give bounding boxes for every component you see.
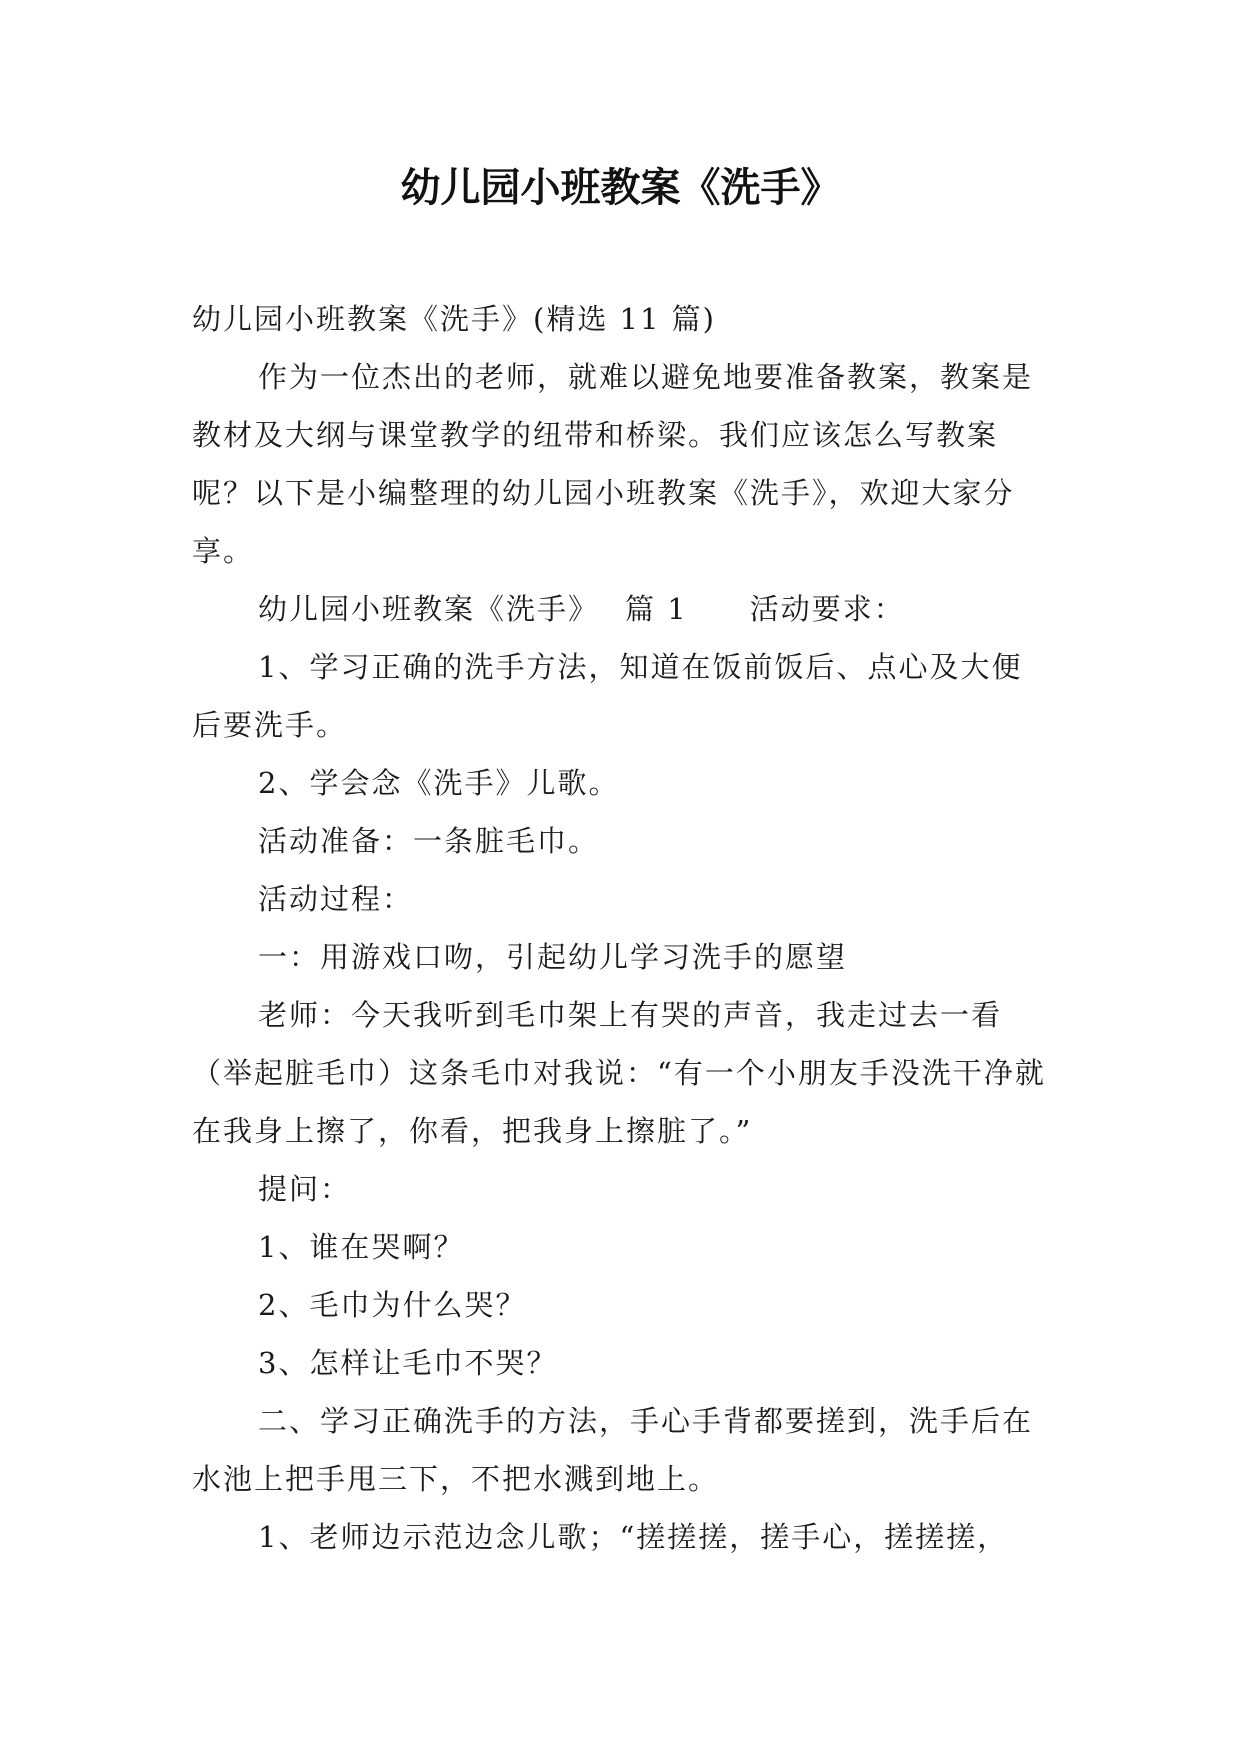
section-heading: 幼儿园小班教案《洗手》 xyxy=(258,592,600,626)
paragraph: 二、学习正确洗手的方法，手心手背都要搓到，洗手后在水池上把手甩三下，不把水溅到地上。 xyxy=(192,1404,1034,1496)
requirements-label: 活动要求： xyxy=(749,592,905,626)
document-body xyxy=(192,290,1052,1566)
paragraph: 2、毛巾为什么哭？ xyxy=(258,1288,527,1322)
paragraph: 一：用游戏口吻，引起幼儿学习洗手的愿望 xyxy=(258,940,848,974)
section-chapter: 篇 1 xyxy=(625,592,688,626)
intro-paragraph: 作为一位杰出的老师，就难以避免地要准备教案，教案是教材及大纲与课堂教学的纽带和桥梁。我们应该怎么写教案呢？以下是小编整理的幼儿园小班教案《洗手》，欢迎大家分享。 xyxy=(192,360,1034,568)
document-title: 幼儿园小班教案《洗手》 xyxy=(400,165,841,211)
paragraph: 1、老师边示范边念儿歌；“搓搓搓，搓手心，搓搓搓， xyxy=(258,1520,1009,1554)
paragraph: 老师：今天我听到毛巾架上有哭的声音，我走过去一看（举起脏毛巾）这条毛巾对我说：“有一个小朋友手没洗干净就在我身上擦了，你看，把我身上擦脏了。” xyxy=(192,998,1046,1148)
section-heading-line xyxy=(192,580,1052,638)
paragraph: 活动准备：一条脏毛巾。 xyxy=(258,824,600,858)
paragraph: 提问： xyxy=(258,1172,352,1206)
paragraph: 活动过程： xyxy=(258,882,414,916)
paragraph: 2、学会念《洗手》儿歌。 xyxy=(258,766,620,800)
paragraph: 3、怎样让毛巾不哭？ xyxy=(258,1346,558,1380)
paragraph: 1、学习正确的洗手方法，知道在饭前饭后、点心及大便后要洗手。 xyxy=(192,650,1023,742)
paragraph: 1、谁在哭啊？ xyxy=(258,1230,465,1264)
document-subtitle: 幼儿园小班教案《洗手》(精选 11 篇) xyxy=(192,302,716,336)
